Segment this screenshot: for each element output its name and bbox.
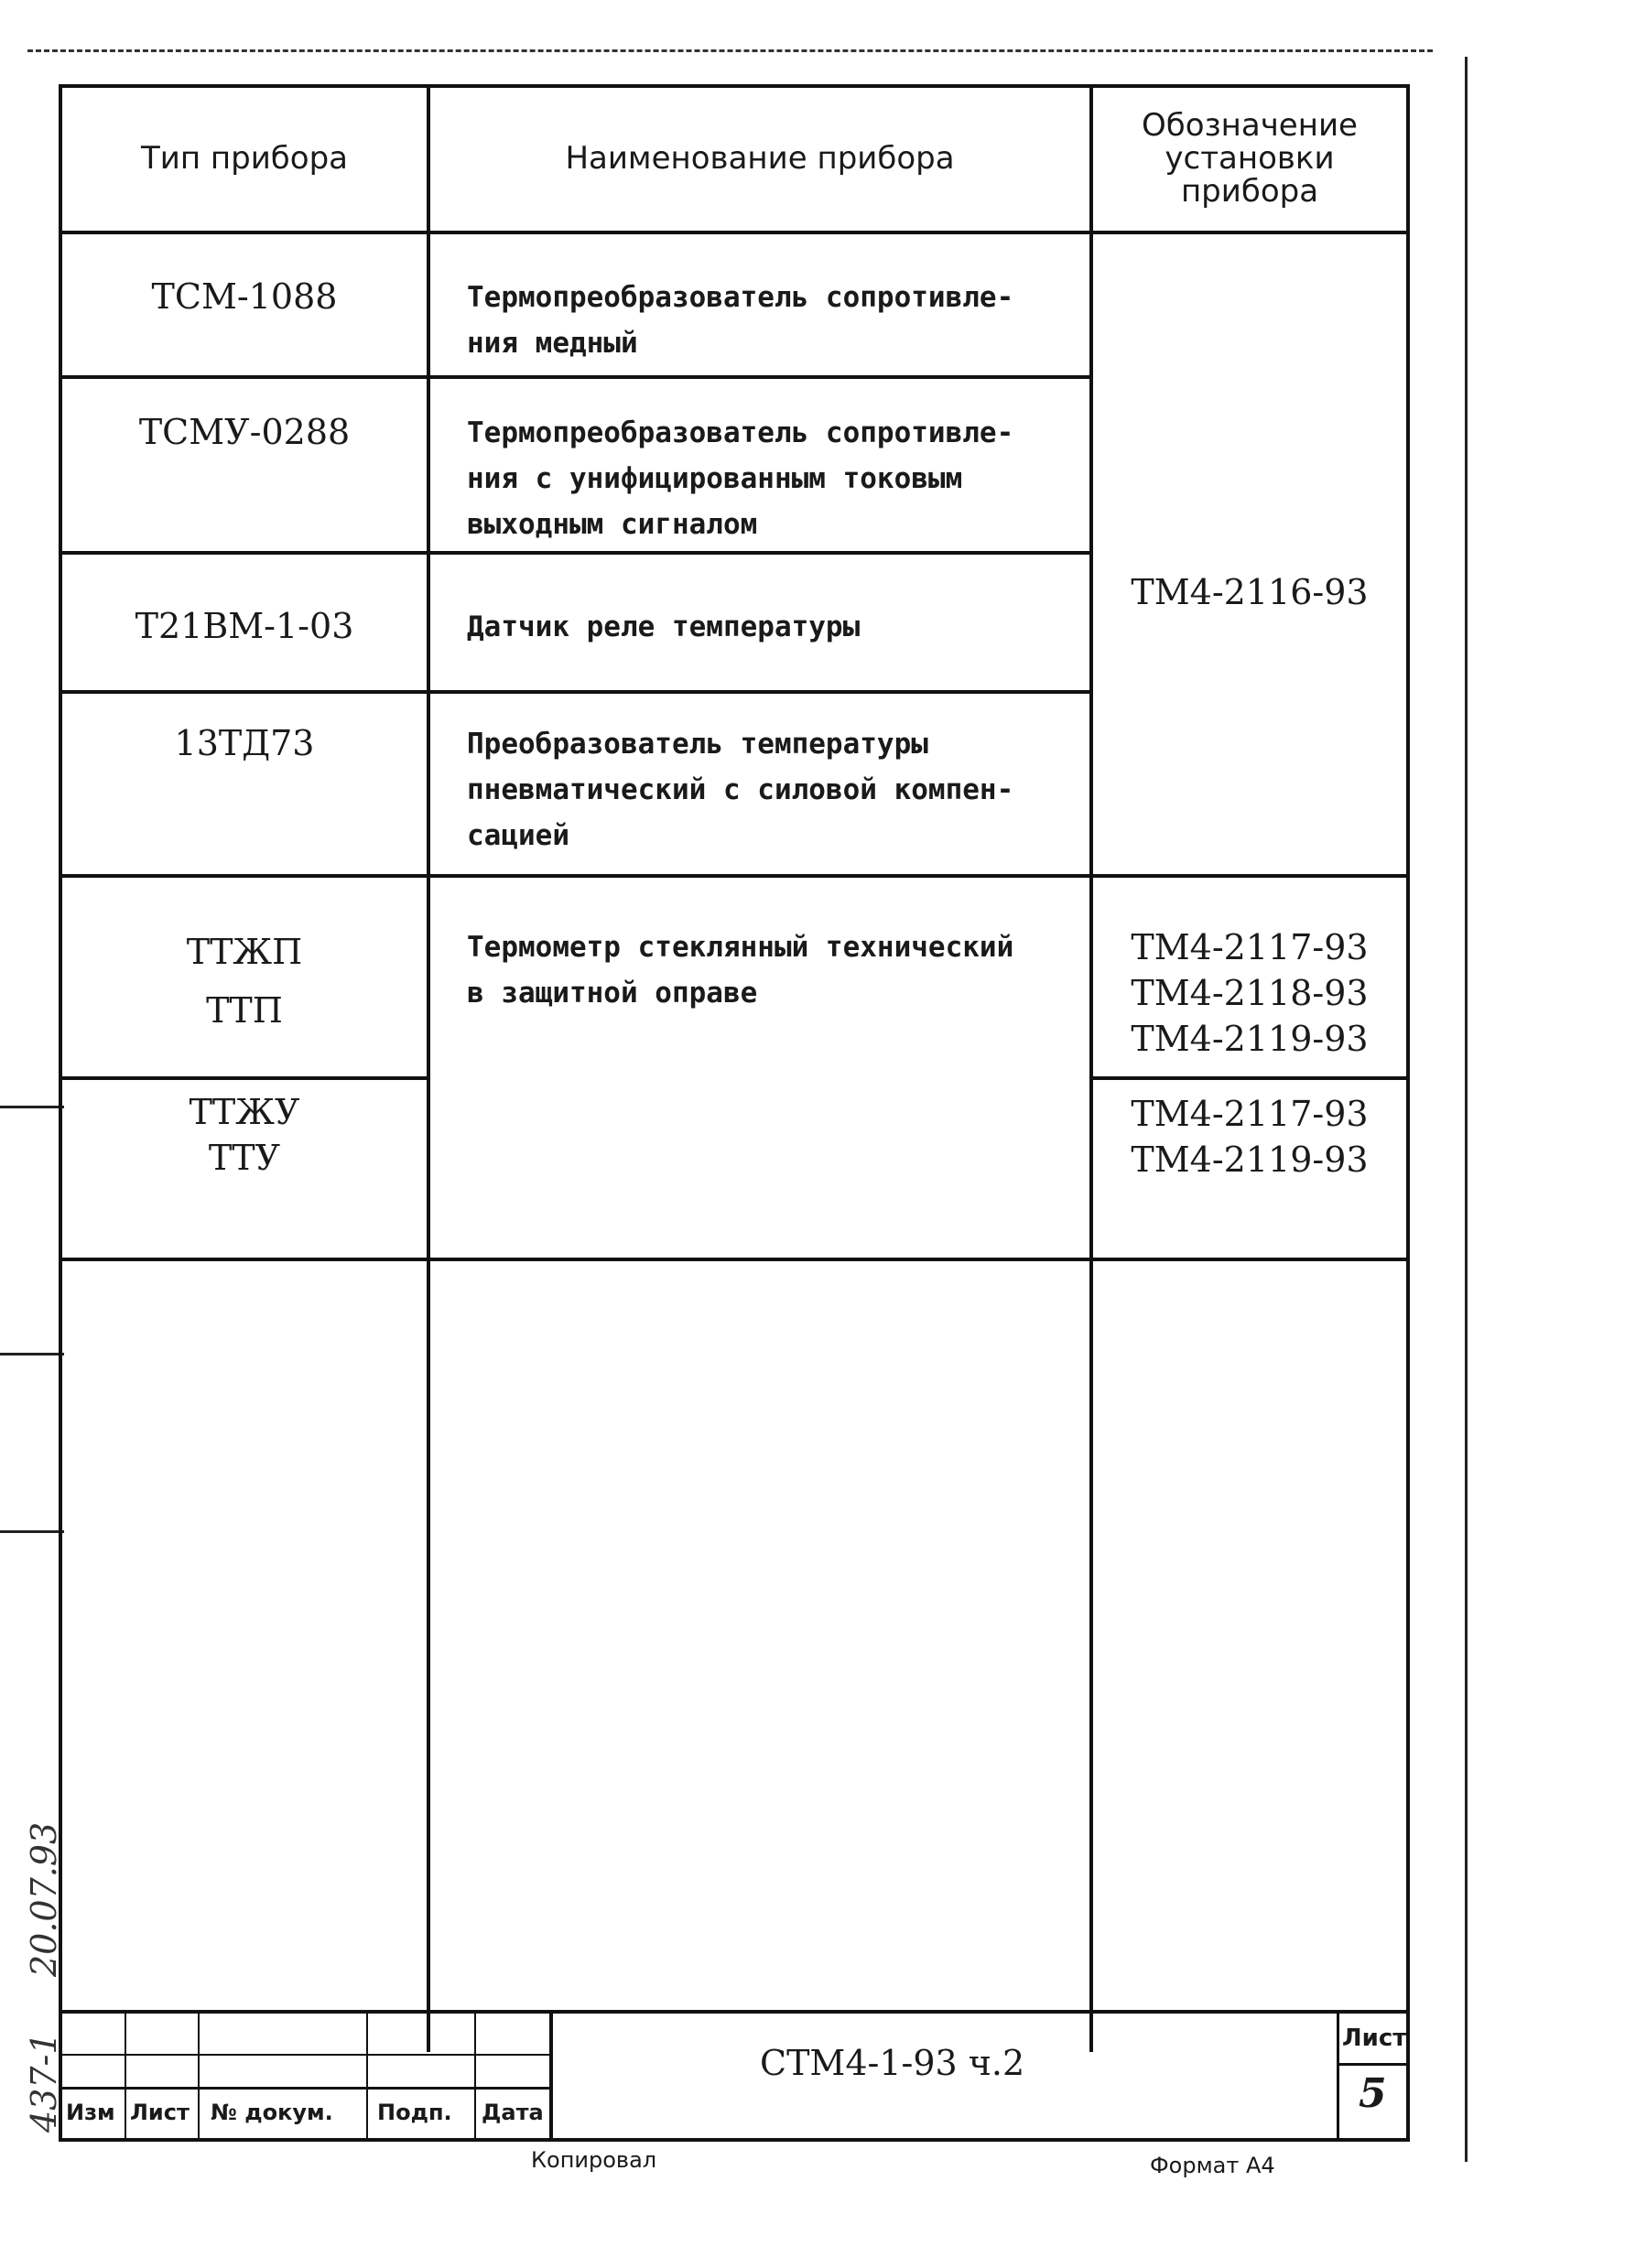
title-block-col	[474, 2010, 476, 2142]
device-name	[467, 604, 1080, 650]
device-name-line: Термопреобразователь сопротивле-	[467, 416, 1014, 449]
left-margin-tick	[0, 1106, 64, 1108]
device-type: 13ТД73	[174, 723, 315, 763]
column-divider	[427, 84, 430, 2052]
format-label: Формат А4	[1150, 2153, 1275, 2178]
designation-line: ТМ4-2119-93	[1131, 1139, 1369, 1180]
row-divider	[59, 375, 1089, 379]
header-designation	[1093, 95, 1406, 223]
installation-designation	[1093, 1091, 1406, 1183]
device-name-line: Преобразователь температуры	[467, 728, 928, 761]
row-divider	[59, 551, 1089, 555]
installation-designation: ТМ4-2116-93	[1131, 572, 1369, 612]
device-type: ТСМУ-0288	[138, 412, 351, 452]
title-label-change: Изм	[66, 2100, 115, 2125]
installation-designation	[1093, 924, 1406, 1062]
designation-line: ТМ4-2119-93	[1131, 1019, 1369, 1059]
header-designation-line: прибора	[1180, 172, 1319, 210]
device-type-line: ТТП	[206, 990, 283, 1031]
title-block-row	[1337, 2063, 1410, 2066]
device-name-line: сацией	[467, 819, 569, 852]
title-block-col	[549, 2010, 553, 2142]
device-name-line: Термометр стеклянный технический	[467, 931, 1014, 964]
row-divider	[59, 874, 1410, 878]
right-binding-line	[1465, 57, 1468, 2162]
device-name-line: выходным сигналом	[467, 508, 758, 541]
device-type	[62, 1089, 427, 1181]
device-name-line: ния с унифицированным токовым	[467, 462, 963, 495]
title-label-doc-no: № докум.	[211, 2100, 333, 2125]
margin-stamp-number: 437-1	[24, 2032, 64, 2133]
sheet-number: 5	[1359, 2070, 1387, 2117]
device-name-line: Датчик реле температуры	[467, 610, 861, 643]
row-divider	[1089, 1076, 1410, 1080]
title-label-sheet: Лист	[130, 2100, 190, 2125]
sheet-label: Лист	[1342, 2025, 1407, 2052]
device-name-line: пневматический с силовой компен-	[467, 773, 1014, 806]
device-type-line: ТТЖП	[186, 932, 303, 972]
device-name-line: ния медный	[467, 327, 638, 360]
device-type: ТСМ-1088	[151, 276, 338, 317]
left-margin-tick	[0, 1530, 64, 1533]
top-dashed-line	[27, 49, 1433, 52]
device-name	[467, 410, 1080, 547]
title-block-col	[125, 2010, 126, 2142]
device-name	[467, 721, 1080, 859]
designation-line: ТМ4-2118-93	[1131, 973, 1369, 1013]
document-code: СТМ4-1-93 ч.2	[760, 2043, 1025, 2083]
device-name	[467, 275, 1080, 366]
column-divider	[1089, 84, 1093, 2052]
device-name	[467, 924, 1080, 1016]
copied-label: Копировал	[531, 2147, 657, 2173]
designation-line: ТМ4-2117-93	[1131, 1094, 1369, 1134]
margin-stamp-date: 20.07.93	[24, 1821, 64, 1977]
header-designation-line: Обозначение	[1142, 107, 1358, 145]
row-divider	[59, 690, 1089, 694]
device-type-line: ТТУ	[208, 1138, 281, 1178]
title-block-col	[198, 2010, 200, 2142]
device-name-line: Термопреобразователь сопротивле-	[467, 281, 1014, 314]
header-designation-line: установки	[1165, 140, 1335, 178]
header-name: Наименование прибора	[565, 140, 955, 178]
row-divider	[59, 1076, 427, 1080]
device-name-line: в защитной оправе	[467, 977, 758, 1010]
row-divider	[59, 1258, 1410, 1261]
left-margin-tick	[0, 1353, 64, 1355]
device-type-line: ТТЖУ	[189, 1092, 300, 1132]
header-divider	[59, 231, 1410, 234]
header-type: Тип прибора	[141, 140, 348, 178]
title-label-date: Дата	[482, 2100, 544, 2125]
title-block-col	[1337, 2010, 1339, 2142]
title-label-signature: Подп.	[377, 2100, 452, 2125]
device-type	[62, 923, 427, 1040]
designation-line: ТМ4-2117-93	[1131, 927, 1369, 967]
title-block-top	[59, 2010, 1410, 2014]
device-type: Т21ВМ-1-03	[135, 606, 354, 646]
title-block-col	[366, 2010, 368, 2142]
